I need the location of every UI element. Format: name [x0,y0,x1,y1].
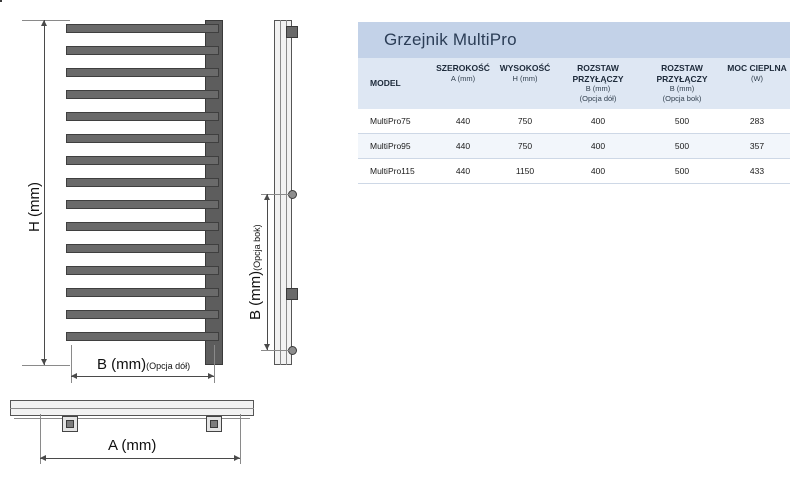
width-dimension-value: B (mm) [97,356,147,373]
radiator-rung [66,134,219,143]
radiator-rung [66,244,219,253]
cell-height: 1150 [494,159,556,184]
depth-dimension-note: (Opcja bok) [252,224,262,271]
width-dimension-note: (Opcja dół) [146,361,191,371]
dimension-line-depth [267,194,268,350]
cell-width: 440 [432,159,494,184]
column-header-width-label: SZEROKOŚĆ [436,63,490,73]
arrow-icon [264,344,270,350]
arrow-icon [264,194,270,200]
arrow-icon [41,359,47,365]
cell-spacing-side: 500 [640,159,724,184]
radiator-rung [66,332,219,341]
cell-model: MultiPro95 [358,134,432,159]
height-dimension-label: H (mm) [26,182,43,232]
radiator-rung [66,288,219,297]
arrow-icon [71,373,77,379]
cell-model: MultiPro115 [358,159,432,184]
width-dimension-label [97,356,190,373]
arrow-icon [234,455,240,461]
cell-spacing-bottom: 400 [556,109,640,134]
radiator-rung [66,222,219,231]
column-header-spacing-side-note: (Opcja bok) [662,93,702,103]
radiator-rung [66,68,219,77]
radiator-rung [66,46,219,55]
dimension-line-width-a [40,458,240,459]
column-header-spacing-bottom [556,58,640,109]
radiator-rung [66,112,219,121]
dimension-line-height [44,20,45,365]
cell-spacing-bottom: 400 [556,134,640,159]
table-row [358,134,790,159]
table-header-row [358,58,790,109]
cell-spacing-side: 500 [640,109,724,134]
technical-drawing [0,0,350,503]
column-header-height-unit: H (mm) [512,73,538,83]
radiator-rung [66,200,219,209]
extension-line [261,350,291,351]
radiator-rung [66,178,219,187]
extension-line [22,365,70,366]
table-row [358,109,790,134]
arrow-icon [208,373,214,379]
column-header-height [494,58,556,109]
side-view [247,0,350,380]
connector-core [210,420,218,428]
arrow-icon [40,455,46,461]
cell-width: 440 [432,109,494,134]
radiator-rung [66,24,219,33]
side-body-inner-line [286,20,287,365]
column-header-spacing-bottom-label: ROZSTAW PRZYŁĄCZY [572,63,624,84]
radiator-rung [66,156,219,165]
bottom-connector-left [62,416,78,432]
column-header-spacing-bottom-unit: B (mm) [585,84,611,94]
column-header-model [358,58,432,109]
cell-power: 357 [724,134,790,159]
radiator-rung [66,90,219,99]
column-header-width [432,58,494,109]
arrow-icon [41,20,47,26]
spec-title: Grzejnik MultiPro [384,30,517,49]
spec-table [358,58,790,184]
cell-spacing-bottom: 400 [556,159,640,184]
cell-width: 440 [432,134,494,159]
depth-dimension-value: B (mm) [247,270,264,320]
column-header-model-label: MODEL [370,77,401,88]
cell-spacing-side: 500 [640,134,724,159]
column-header-width-unit: A (mm) [450,73,476,83]
column-header-height-label: WYSOKOŚĆ [499,63,551,73]
cell-power: 283 [724,109,790,134]
depth-dimension-label [247,224,264,320]
column-header-power [724,58,790,109]
bottom-view [0,388,250,498]
side-body-inner-line [280,20,281,365]
bottom-connector-right [206,416,222,432]
cell-height: 750 [494,134,556,159]
width-a-dimension-label: A (mm) [108,437,157,454]
cell-height: 750 [494,109,556,134]
connector-core [66,420,74,428]
cell-model: MultiPro75 [358,109,432,134]
extension-line [214,345,215,383]
connector-block-middle [286,288,298,300]
front-view [0,0,250,380]
connector-block-top [286,26,298,38]
bottom-plate-inner-line [10,408,254,409]
column-header-power-label: MOC CIEPLNA [727,63,787,73]
radiator-rung [66,266,219,275]
spec-title-bar [358,22,790,58]
column-header-spacing-side-unit: B (mm) [669,84,695,94]
radiator-rung [66,310,219,319]
column-header-spacing-side-label: ROZSTAW PRZYŁĄCZY [656,63,708,84]
cell-power: 433 [724,159,790,184]
table-row [358,159,790,184]
column-header-spacing-side [640,58,724,109]
spec-panel [358,22,790,184]
extension-line [240,414,241,464]
column-header-power-unit: (W) [750,73,764,83]
dimension-line-width-bottom [71,376,214,377]
radiator-rail-left [0,0,2,2]
column-header-spacing-bottom-note: (Opcja dół) [579,93,617,103]
